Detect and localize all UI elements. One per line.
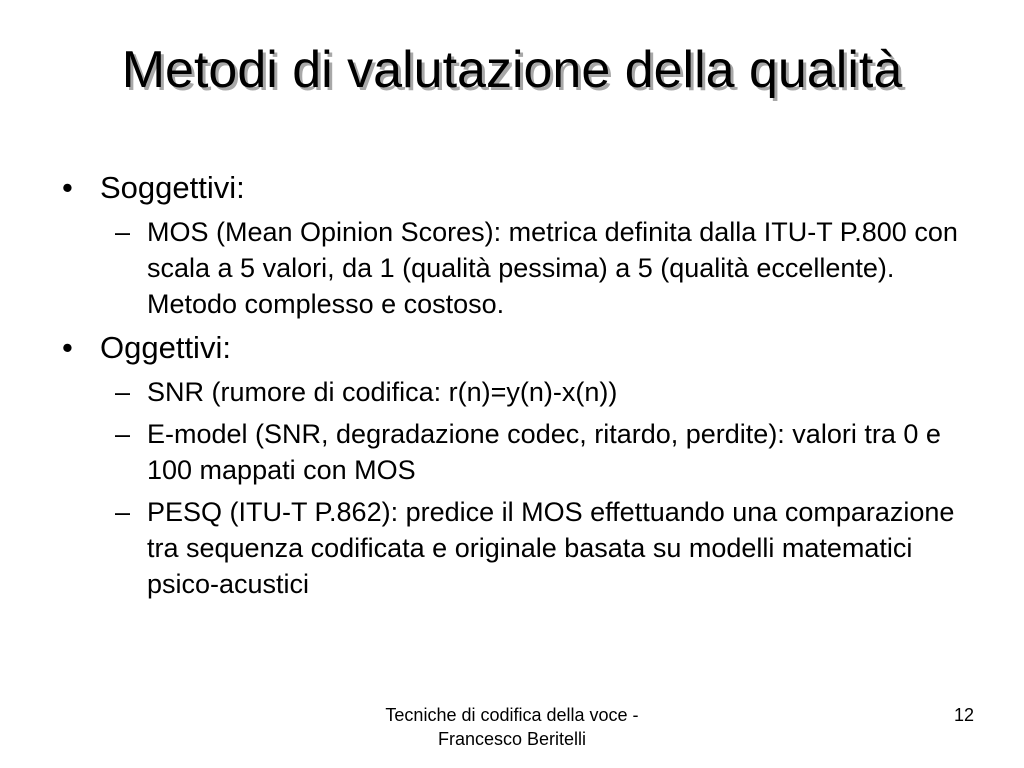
- footer-line-1: Tecniche di codifica della voce -: [385, 705, 639, 725]
- bullet-oggettivi: [60, 328, 980, 368]
- bullet-marker: •: [62, 330, 73, 365]
- sub-list-soggettivi: [115, 214, 980, 322]
- slide-content: [60, 168, 980, 608]
- footer-text: [312, 703, 712, 751]
- bullet-label: Oggettivi:: [100, 330, 231, 365]
- sub-item-text: PESQ (ITU-T P.862): predice il MOS effettuando una comparazione tra sequenza codificata e originale basata su modelli matematici psico-acustici: [147, 497, 955, 599]
- slide-title: Metodi di valutazione della qualità: [121, 41, 903, 99]
- dash-marker: –: [115, 419, 131, 449]
- sub-item-text: SNR (rumore di codifica: r(n)=y(n)-x(n)): [147, 377, 618, 407]
- sub-list-oggettivi: [115, 374, 980, 602]
- sub-item-text: MOS (Mean Opinion Scores): metrica definita dalla ITU-T P.800 con scala a 5 valori, da 1 (qualità pessima) a 5 (qualità eccellente). Metodo complesso e costoso.: [147, 217, 958, 319]
- sub-item-mos: [115, 214, 980, 322]
- sub-item-snr: [115, 374, 980, 410]
- dash-marker: –: [115, 217, 131, 247]
- sub-item-e-model: [115, 416, 980, 488]
- footer-line-2: Francesco Beritelli: [437, 729, 587, 749]
- bullet-label: Soggettivi:: [100, 170, 245, 205]
- dash-marker: –: [115, 377, 131, 407]
- bullet-soggettivi: [60, 168, 980, 208]
- page-number: 12: [953, 705, 974, 725]
- sub-item-pesq: [115, 494, 980, 602]
- sub-item-text: E-model (SNR, degradazione codec, ritardo, perdite): valori tra 0 e 100 mappati con MOS: [147, 419, 941, 485]
- bullet-marker: •: [62, 170, 73, 205]
- dash-marker: –: [115, 497, 131, 527]
